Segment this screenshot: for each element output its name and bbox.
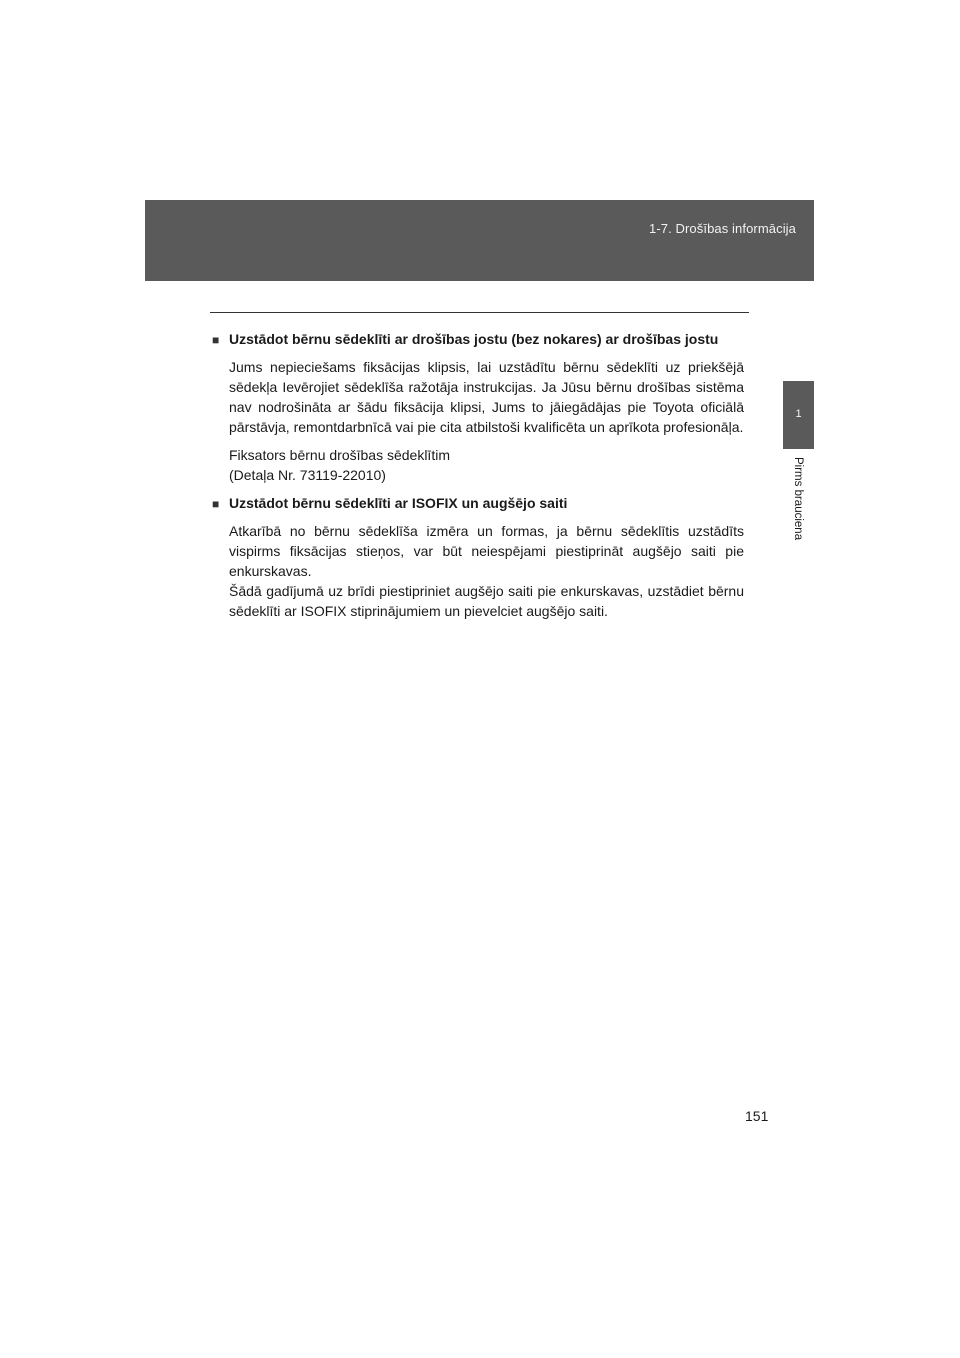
chapter-label-tab	[783, 449, 814, 632]
section-heading-2-text: Uzstādot bērnu sēdeklīti ar ISOFIX un augšējo saiti	[229, 495, 568, 511]
section-heading-1-text: Uzstādot bērnu sēdeklīti ar drošības jostu (bez nokares) ar drošības jostu	[229, 331, 719, 347]
chapter-number: 1	[795, 408, 802, 420]
part-number: (Detaļa Nr. 73119-22010)	[229, 467, 386, 483]
chapter-label: Pirms brauciena	[792, 457, 804, 541]
chapter-tab	[783, 381, 814, 449]
page-content	[212, 329, 744, 621]
section-1-paragraph: Jums nepieciešams fiksācijas klipsis, lai uzstādītu bērnu sēdeklīti uz priekšējā sēdekļa Ievērojiet sēdeklīša ražotāja instrukcijas. Ja Jūsu bērnu drošības sistēma nav nodrošināta ar šādu fiksācija klipsi, Jums to jāiegādājas pie Toyota oficiālā pārstāvja, remontdarbnīcā vai pie cita atbilstoši kvalificēta un aprīkota profesionāļa.	[229, 359, 744, 435]
section-heading-2	[212, 493, 744, 514]
square-bullet-icon: ■	[212, 333, 220, 347]
section-heading-1	[212, 329, 744, 350]
page-number: 151	[745, 1108, 769, 1124]
section-2-paragraph-1: Atkarībā no bērnu sēdeklīša izmēra un formas, ja bērnu sēdeklītis uzstādīts vispirms fiksācijas stieņos, var būt neiespējami piestiprināt augšējo saiti pie enkurskavas.	[229, 523, 744, 579]
part-label: Fiksators bērnu drošības sēdeklītim	[229, 447, 450, 463]
section-title: 1-7. Drošības informācija	[649, 221, 796, 236]
section-2-paragraph-2: Šādā gadījumā uz brīdi piestipriniet augšējo saiti pie enkurskavas, uzstādiet bērnu sēdeklīti ar ISOFIX stiprinājumiem un pievelciet augšējo saiti.	[229, 583, 744, 619]
square-bullet-icon: ■	[212, 497, 220, 511]
top-rule	[210, 312, 749, 313]
header-band	[145, 200, 814, 281]
